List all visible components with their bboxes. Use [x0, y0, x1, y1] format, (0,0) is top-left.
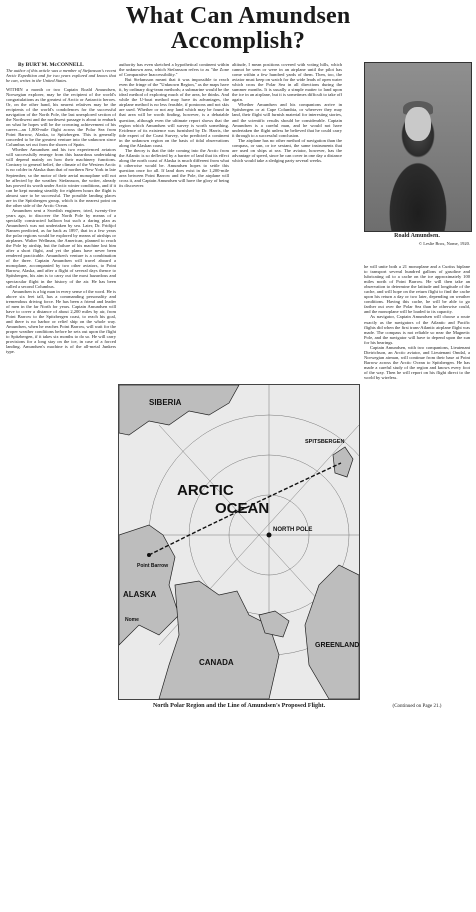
photo-caption: Roald Amundsen. — [394, 233, 440, 239]
map-landmasses — [119, 385, 359, 699]
paragraph — [6, 87, 116, 148]
map-label-north-pole: NORTH POLE — [273, 527, 313, 533]
paragraph-text: WITHIN a month or two Captain Roald Amundsen, Norwegian explorer, may be the recipient of the world's congratulations as the greatest of Arctic or Antarctic heroes. Or, on the other hand, his nearest relatives may be the recipients of the world's condolences for the successful navigation of the North Pole, the last unexplored section of the Northwest and the northwest passage is about to embark on what he hopes will be the crowning achievement of his career—an 1,800-mile flight across the Polar Sea from Point Barrow, Alaska, to Spitzbergen. This is generally conceded to be the greatest venture into the unknown since Columbus set out from the shores of Spain. — [6, 86, 116, 148]
headline-line-2: Accomplish? — [170, 28, 306, 54]
map-label-arctic: ARCTIC — [177, 482, 234, 499]
paragraph: Amundsen sent a Swedish engineer, tried, twenty-five years ago, to discover the North Pole by means of a specially constructed balloon but such a daring plan as Amundsen's was not undertaken by sea. Later, Dr. Fridtjof Nansen predicted, as far back as 1897, that in a few years the polar regions would be explored by means of airships or airplanes. Walter Wellman, the American, planned to reach the Pole by airship, but the failure of his machine lost him after a short flight, and yet the plans have never been rendered practicable. Amundsen's venture is a combination of the three. Captain Amundsen will travel aboard a monoplane, accompanied by two other aviators, to Point Barrow, Alaska, and after a flight of several days thence to Spitsbergen, his aim is to carry out the most hazardous and spectacular flight in the history of the air. He has been called a second Columbus. — [6, 207, 116, 289]
polar-map-svg — [119, 385, 359, 699]
paragraph: The theory is that the tide coming into the Arctic from the Atlantic is so deflected by a barrier of land that its effect along the north coast of Alaska is much different from what it otherwise would be. Amundsen hopes to settle this question once for all. If land does exist in the 1,200-mile area between Point Barrow and the Pole, the airplane will cross it, and Captain Amundsen will have the glory of being its discoverer. — [119, 147, 229, 189]
article-column-4 — [364, 264, 470, 912]
article-column-1 — [6, 62, 116, 710]
polar-map — [118, 384, 360, 700]
alaska-landmass — [119, 525, 179, 645]
continued-note: (Continued on Page 21.) — [392, 704, 442, 709]
canada-landmass — [159, 581, 279, 699]
map-label-nome: Nome — [125, 617, 139, 623]
siberia-landmass — [119, 385, 239, 435]
paragraph: Captain Amundsen, with two companions, Lieutenant Dietrichson, an Arctic aviator, and Lieutenant Omdal, a Norwegian airman, will continue from their base at Point Barrow across the Arctic Ocean to Spitsbergen. He has made a careful study of the region and knows every foot of the way. Then he will report on his flight direct to the world by wireless. — [364, 344, 470, 381]
portrait-face — [405, 107, 431, 141]
map-label-ocean: OCEAN — [215, 500, 270, 517]
paragraph: he will unite both a 21 monoplane and a Curtiss biplane to transport several hundred gallons of gasoline and lubricating oil to a cache on the ice approximately 100 miles north of Point Barrow. He will then take an observation to determine the latitude and longitude of the cache, and will hope on the return flight to find the cache upon his return a day or two later, depending on weather conditions. Having this cache, he will be able to go farther out over the Polar Sea than he otherwise could, and the monoplane will be loaded to its capacity. — [364, 264, 470, 315]
map-label-spitsbergen: SPITSBERGEN — [305, 439, 345, 445]
headline-line-1: What Can Amundsen — [125, 3, 351, 29]
photo-credit: © Leslie Brox, Nome, 1920. — [418, 241, 470, 246]
amundsen-portrait-photo — [364, 62, 472, 232]
north-pole-marker — [267, 533, 272, 538]
map-caption: North Polar Region and the Line of Amundsen's Proposed Flight. — [152, 702, 326, 709]
article-column-2 — [119, 62, 229, 382]
map-label-greenland: GREENLAND — [315, 642, 359, 649]
author-note: The author of this article was a member of Stefansson's recent Arctic Expedition and for two years explored and knows that he can, writes in the United States. — [6, 68, 116, 83]
point-barrow-marker — [147, 553, 151, 557]
map-label-alaska: ALASKA — [123, 590, 157, 599]
map-label-siberia: SIBERIA — [149, 398, 182, 407]
paragraph: As navigator, Captain Amundsen will choose a route exactly as the navigators of the Atlantic and Pacific flights did when the first trans-Atlantic airplane flight was made. The compass is not reliable so near the Magnetic Pole, and the navigator will have to depend upon the sun for his bearings. — [364, 314, 470, 345]
map-label-canada: CANADA — [199, 658, 234, 667]
article-column-3 — [232, 62, 342, 382]
spitsbergen-landmass — [333, 447, 353, 477]
headline — [0, 4, 476, 54]
paragraph: Amundsen is a big man in every sense of the word. He is above six feet tall, has a commanding personality and tremendous driving force. He has been a friend and leader of men in the far North for years. Captain Amundsen will have to cover a distance of about 2,200 miles by air, from Point Barrow to the Spitzbergen coast, to reach his goal, and there is no harbor or relief ship on the whole way. Amundsen, when he reaches Point Barrow, will wait for the proper weather conditions before he sets out upon the flight to Spitzbergen, if it takes six months to do so. He will carry provisions for a long stay on the ice, in case of a forced landing. Amundsen's machine is of the all-metal Junkers type. — [6, 288, 116, 355]
byline: By BURT M. McCONNELL — [18, 62, 84, 68]
paragraph: Whether Amundsen and his companions arrive in Spitsbergen or at Cape Columbia, or wherever they may land, their flight will furnish material for interesting stories, and the scientific results should be considerable. Captain Amundsen is a careful man, and he would not have undertaken the flight unless he believed that he could carry it through to a successful conclusion. — [232, 102, 342, 138]
paragraph: Whether Amundsen and his two experienced aviators will successfully emerge from this hazardous undertaking will depend mainly on how their machinery functions. Contrary to general belief, the climate of the Western Arctic is no colder in Alaska than that of northern New York in late September, so the motor of their aerial monoplane will not be affected by the weather. Stefansson, the writer, already has proved its worth under Arctic winter conditions, and if it can be kept running steadily for eighteen hours the flight is almost sure to be successful. The possible landing places are in the Spitsbergen group, which is the nearest point on the other side of the Arctic Ocean. — [6, 147, 116, 208]
paragraph: The airplane has no other method of navigation than the compass, or sun, or ice sextant, the same instruments that are used on ships at sea. The aviator, however, has the advantage of speed, since he can cover in one day a distance which would take a sledging party several weeks. — [232, 137, 342, 163]
map-label-point-barrow: Point Barrow — [137, 563, 169, 569]
paragraph: altitude, I mean positions covered with voting hills, which cannot be seen or were in an airplane until the pilot has come within a few hundred yards of them. Then, too, the aviator must keep on watch for the wide leads of open water which cross the Polar Sea in all directions during the summer months. It is usually a simple matter to land upon the ice in an airplane, but it is sometimes difficult to take off again. — [232, 62, 342, 103]
paragraph: authority has even sketched a hypothetical continent within the unknown area, which Stefansson refers to as "the Zone of Comparative Inaccessibility." — [119, 62, 229, 78]
greenland-landmass — [305, 565, 359, 699]
paragraph: But Stefansson meant that it was impossible to reach even the fringe of the "Unknown Region," as the maps have it, by ordinary dog-team methods; a submarine would be the ideal method of exploring much of the area, he thinks. And while the U-boat method may have its advantages, the airplane method is no less feasible, if pontoons and not skis are used. Whether or not any land which may be found in that area will be worth finding, however, is a debatable question, although even the ultimate report shows that the region which Amundsen will survey is worth something. Evidence of its existence was furnished by Dr. Harris, the tide expert of the Coast Survey, who predicted a continent in the unknown region on the basis of tidal observations along the Alaskan coast. — [119, 77, 229, 148]
